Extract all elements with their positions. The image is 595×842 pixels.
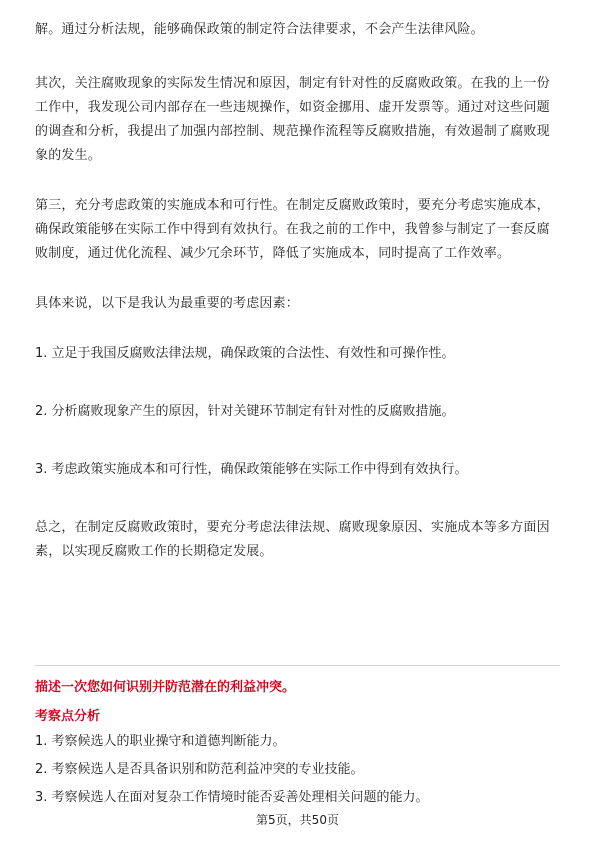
list-item: 2. 考察候选人是否具备识别和防范利益冲突的专业技能。 [35,762,364,777]
analysis-section-title: 考察点分析 [35,709,101,724]
analysis-points-list [35,732,560,816]
list-item: 2. 分析腐败现象产生的原因，针对关键环节制定有针对性的反腐败措施。 [35,404,455,419]
key-factors-list [35,342,560,482]
section-divider [35,665,560,666]
answer-body [35,18,560,590]
list-item: 3. 考虑政策实施成本和可行性，确保政策能够在实际工作中得到有效执行。 [35,462,468,477]
paragraph-key-factors-intro: 具体来说，以下是我认为最重要的考虑因素： [35,296,300,311]
page-number: 第5页，共50页 [256,813,339,827]
paragraph-cost-feasibility: 第三，充分考虑政策的实施成本和可行性。在制定反腐败政策时，要充分考虑实施成本，确保政策能够在实际工作中得到有效执行。在我之前的工作中，我曾参与制定了一套反腐败制度，通过优化流程、减少冗余环节，降低了实施成本，同时提高了工作效率。 [35,198,550,261]
question-heading: 描述一次您如何识别并防范潜在的利益冲突。 [35,680,296,695]
list-item: 1. 考察候选人的职业操守和道德判断能力。 [35,734,286,749]
paragraph-conclusion: 总之，在制定反腐败政策时，要充分考虑法律法规、腐败现象原因、实施成本等多方面因素，以实现反腐败工作的长期稳定发展。 [35,520,550,559]
paragraph-corruption-causes: 其次，关注腐败现象的实际发生情况和原因，制定有针对性的反腐败政策。在我的上一份工作中，我发现公司内部存在一些违规操作，如资金挪用、虚开发票等。通过对这些问题的调查和分析，我提出了加强内部控制、规范操作流程等反腐败措施，有效遏制了腐败现象的发生。 [35,76,550,163]
paragraph-legal-analysis: 解。通过分析法规，能够确保政策的制定符合法律要求，不会产生法律风险。 [35,22,484,37]
list-item: 3. 考察候选人在面对复杂工作情境时能否妥善处理相关问题的能力。 [35,790,429,805]
list-item: 1. 立足于我国反腐败法律法规，确保政策的合法性、有效性和可操作性。 [35,346,455,361]
